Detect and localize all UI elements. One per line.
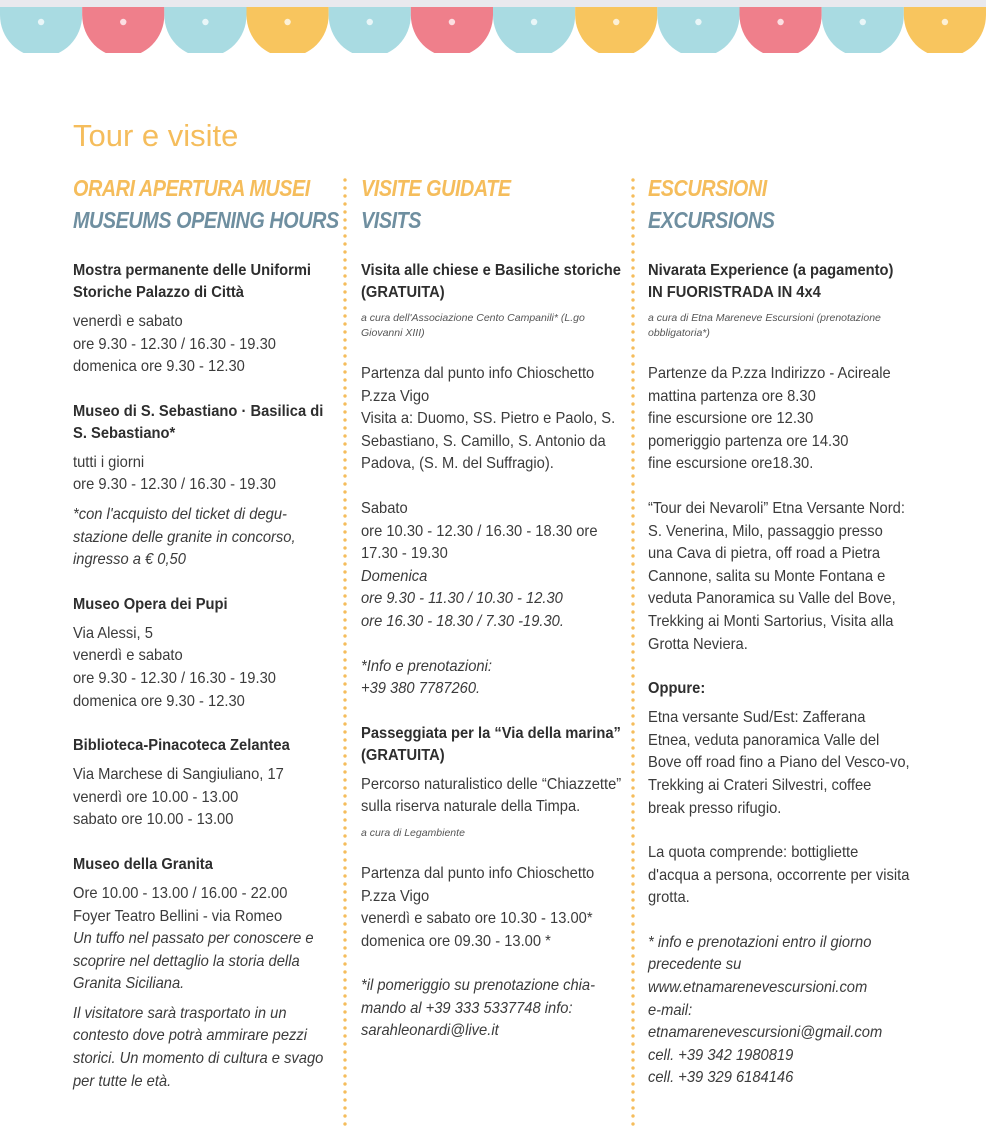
museum-note: *con l'acquisto del ticket di degu-stazione delle granite in concorso, ingresso a € 0,50 xyxy=(73,505,296,569)
visit-description: Percorso naturalistico delle “Chiazzette” sulla riserva naturale della Timpa. xyxy=(361,775,622,816)
bunting-dot xyxy=(777,19,783,25)
museum-title: Museo Opera dei Pupi xyxy=(73,595,228,613)
bunting-flag xyxy=(82,7,164,53)
excursion-departure: Partenze da P.zza Indirizzo - Acireale xyxy=(648,365,891,382)
bunting-dot xyxy=(367,19,373,25)
visit-credit: a cura dell'Associazione Cento Campanili* (L.go Giovanni XIII) xyxy=(361,312,585,339)
bunting-flag xyxy=(904,7,986,53)
excursion-time: pomeriggio partenza ore 14.30 xyxy=(648,432,849,450)
museums-column xyxy=(73,170,339,1093)
bunting-dot xyxy=(942,19,948,25)
bunting-dot xyxy=(38,19,44,25)
museum-hours: ore 9.30 - 12.30 / 16.30 - 19.30 xyxy=(73,669,276,687)
visit-hours: ore 10.30 - 12.30 / 16.30 - 18.30 ore 17.30 - 19.30 xyxy=(361,522,598,563)
excursion-tour-description: “Tour dei Nevaroli” Etna Versante Nord: S. Venerina, Milo, passaggio presso una Cava di pietra, off road a Pietra Cannone, salita su Monte Fontana e veduta Panoramica su Valle del Bove, Trekking ai Monti Sartorius, Visita alla Grotta Neviera. xyxy=(648,499,905,653)
top-border xyxy=(0,0,986,7)
visit-phone: +39 380 7787260. xyxy=(361,680,481,698)
museum-hours: venerdì ore 10.00 - 13.00 xyxy=(73,788,239,806)
museums-heading-it: ORARI APERTURA MUSEI xyxy=(73,175,310,201)
excursion-phone: cell. +39 329 6184146 xyxy=(648,1069,794,1087)
page-title: Tour e visite xyxy=(73,118,239,153)
visits-column xyxy=(361,170,623,1043)
bunting-flag xyxy=(493,7,575,53)
museum-days: venerdì e sabato xyxy=(73,647,183,665)
museum-days: venerdì e sabato xyxy=(73,313,183,330)
bunting-flag xyxy=(822,7,904,53)
excursion-time: mattina partenza ore 8.30 xyxy=(648,387,816,405)
museum-title: Museo della Granita xyxy=(73,855,213,873)
bunting-flag xyxy=(411,7,493,53)
visit-title: Visita alle chiese e Basiliche storiche (GRATUITA) xyxy=(361,262,621,301)
visit-day-label: Domenica xyxy=(361,567,428,585)
excursion-email-label: e-mail: xyxy=(648,1001,693,1019)
museum-title: Museo di S. Sebastiano · Basilica di S. Sebastiano* xyxy=(73,402,324,442)
visit-hours: ore 9.30 - 11.30 / 10.30 - 12.30 xyxy=(361,590,563,608)
excursion-credit: a cura di Etna Mareneve Escursioni (prenotazione obbligatoria*) xyxy=(648,312,881,339)
bunting-dot xyxy=(284,19,290,25)
museum-address: Via Alessi, 5 xyxy=(73,624,153,642)
excursion-alt-description: Etna versante Sud/Est: Zafferana Etnea, veduta panoramica Valle del Bove off road fino a Piano del Vesco-vo, Trekking ai Crateri Silvestri, coffee break presso rifugio. xyxy=(648,709,910,817)
bunting-dot xyxy=(695,19,701,25)
visit-title: Passeggiata per la “Via della marina” (GRATUITA) xyxy=(361,724,621,764)
excursion-info: * info e prenotazioni entro il giorno precedente su xyxy=(648,933,872,974)
excursion-email: etnamarenevescursioni@gmail.com xyxy=(648,1024,883,1042)
visit-day-label: Sabato xyxy=(361,499,408,517)
museum-address: Via Marchese di Sangiuliano, 17 xyxy=(73,766,284,784)
excursion-includes: La quota comprende: bottigliette d'acqua a persona, occorrente per visita grotta. xyxy=(648,844,910,907)
bunting-dot xyxy=(860,19,866,25)
bunting-dot xyxy=(449,19,455,25)
excursions-column xyxy=(648,170,910,1090)
bunting-flag xyxy=(575,7,657,53)
excursion-or-label: Oppure: xyxy=(648,680,706,698)
museum-title: Biblioteca-Pinacoteca Zelantea xyxy=(73,737,290,755)
bunting-flag xyxy=(247,7,329,53)
visit-departure: Partenza dal punto info Chioschetto P.zza Vigo xyxy=(361,365,595,405)
excursions-heading-en: EXCURSIONS xyxy=(648,207,775,233)
dotted-separator xyxy=(343,176,347,1128)
visit-hours: venerdì e sabato ore 10.30 - 13.00* xyxy=(361,910,593,928)
museum-note: Un tuffo nel passato per conoscere e scoprire nel dettaglio la storia della Granita Siciliana. xyxy=(73,930,314,993)
bunting-dot xyxy=(202,19,208,25)
museum-hours: domenica ore 9.30 - 12.30 xyxy=(73,692,245,710)
visit-info-label: *Info e prenotazioni: xyxy=(361,657,492,675)
museum-note: Il visitatore sarà trasportato in un contesto dove potrà ammirare pezzi storici. Un momento di cultura e svago per tutte le età. xyxy=(73,1004,324,1090)
visit-departure: Partenza dal punto info Chioschetto P.zza Vigo xyxy=(361,864,595,905)
bunting-flag xyxy=(329,7,411,53)
museum-title: Mostra permanente delle Uniformi Storiche Palazzo di Città xyxy=(73,262,312,301)
excursion-phone: cell. +39 342 1980819 xyxy=(648,1046,794,1064)
museum-hours: sabato ore 10.00 - 13.00 xyxy=(73,811,234,829)
museum-hours: Ore 10.00 - 13.00 / 16.00 - 22.00 xyxy=(73,884,288,902)
museum-address: Foyer Teatro Bellini - via Romeo xyxy=(73,907,283,925)
visits-heading-en: VISITS xyxy=(361,207,422,233)
bunting-dot xyxy=(613,19,619,25)
museums-heading-en: MUSEUMS OPENING HOURS xyxy=(73,207,339,233)
bunting-dot xyxy=(531,19,537,25)
visits-heading-it: VISITE GUIDATE xyxy=(361,175,511,201)
excursion-time: fine escursione ore18.30. xyxy=(648,455,814,473)
bunting-flag xyxy=(164,7,246,53)
museum-days: tutti i giorni xyxy=(73,453,145,471)
excursion-title: Nivarata Experience (a pagamento) IN FUORISTRADA IN 4x4 xyxy=(648,262,894,301)
visit-hours: ore 16.30 - 18.30 / 7.30 -19.30. xyxy=(361,612,564,630)
museum-hours: domenica ore 9.30 - 12.30 xyxy=(73,358,245,376)
bunting-decoration xyxy=(0,7,986,53)
bunting-flag xyxy=(0,7,82,53)
visit-hours: domenica ore 09.30 - 13.00 * xyxy=(361,932,551,950)
dotted-separator xyxy=(631,176,635,1128)
bunting-dot xyxy=(120,19,126,25)
visit-stops: Visita a: Duomo, SS. Pietro e Paolo, S. Sebastiano, S. Camillo, S. Antonio da Padova, (S. M. del Suffragio). xyxy=(361,410,616,473)
museum-hours: ore 9.30 - 12.30 / 16.30 - 19.30 xyxy=(73,476,276,494)
excursion-time: fine escursione ore 12.30 xyxy=(648,410,814,428)
visit-credit: a cura di Legambiente xyxy=(361,826,465,839)
excursion-website: www.etnamarenevescursioni.com xyxy=(648,979,868,997)
excursions-heading-it: ESCURSIONI xyxy=(648,175,767,201)
museum-hours: ore 9.30 - 12.30 / 16.30 - 19.30 xyxy=(73,335,276,353)
visit-note: *il pomeriggio su prenotazione chia-mando al +39 333 5337748 info: sarahleonardi@live.it xyxy=(361,977,596,1040)
bunting-flag xyxy=(657,7,739,53)
bunting-flag xyxy=(740,7,822,53)
